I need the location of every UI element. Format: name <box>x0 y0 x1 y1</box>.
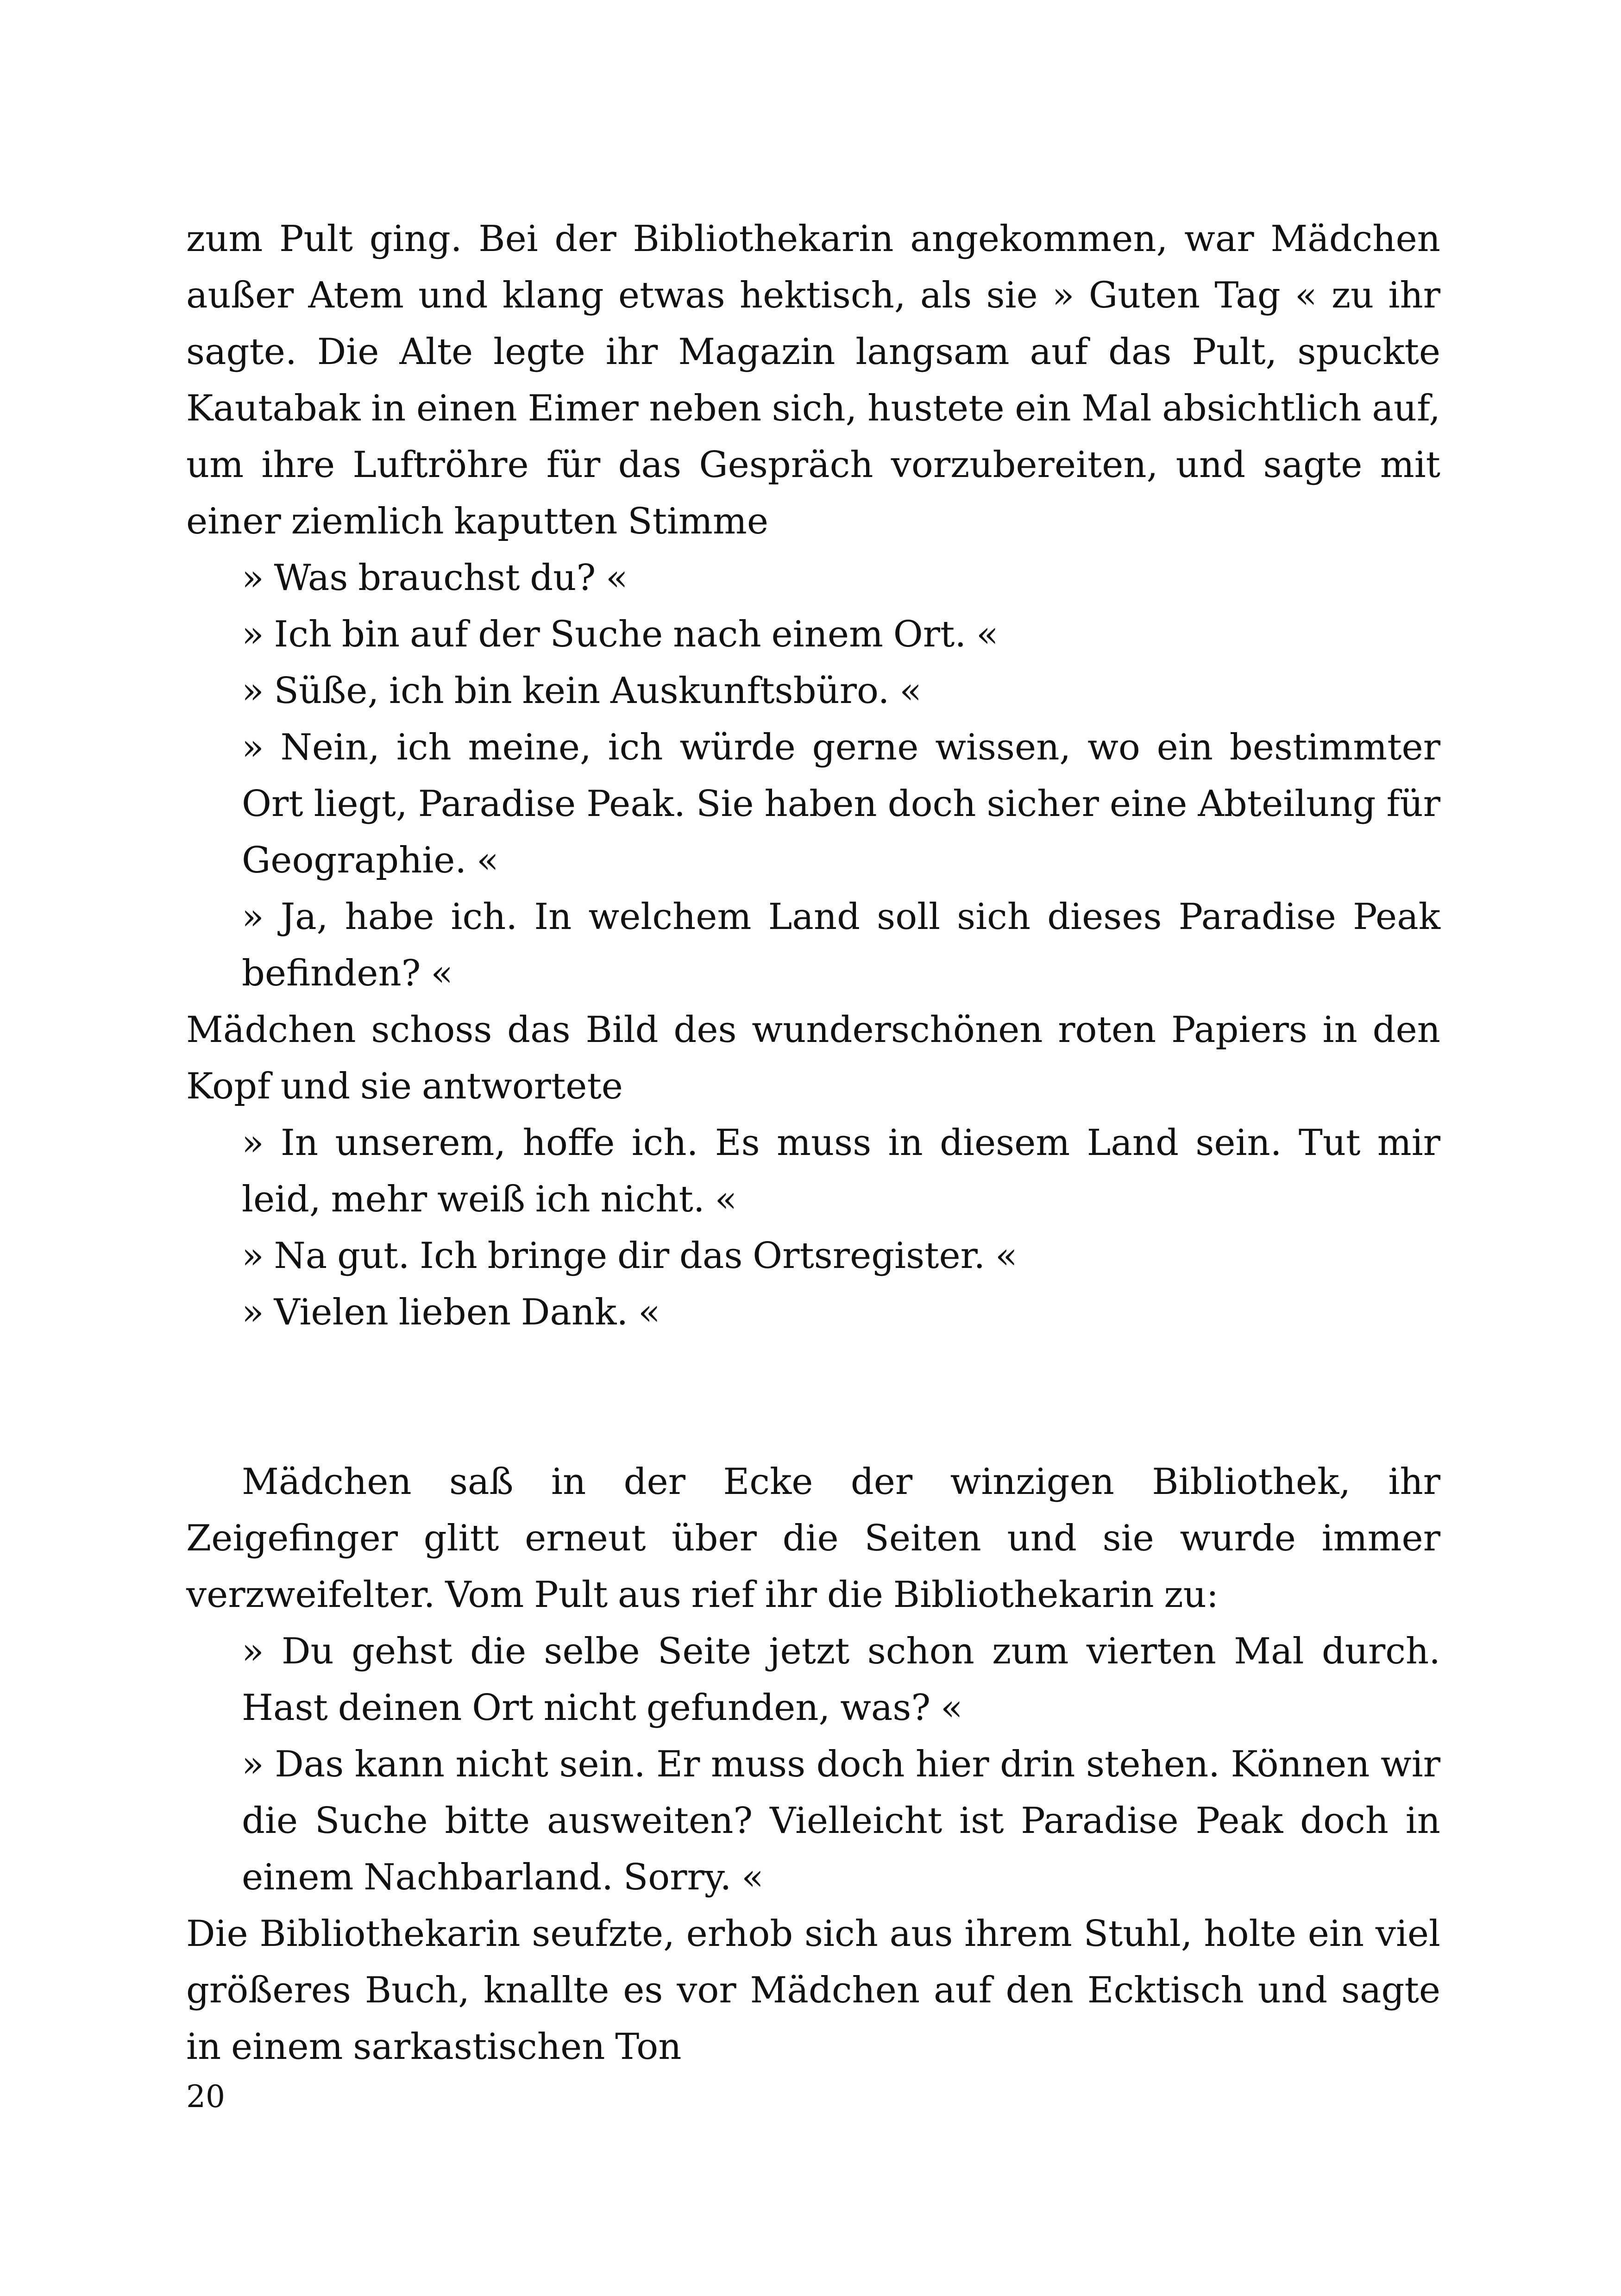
dialogue-line: » Vielen lieben Dank. « <box>242 1292 660 1333</box>
dialogue-line: » Du gehst die selbe Seite jetzt schon zum vierten Mal durch. Hast deinen Ort nicht gefunden, was? « <box>242 1631 1440 1729</box>
paragraph-section-start: Mädchen saß in der Ecke der winzigen Bibliothek, ihr Zeigefinger glitt erneut über die Seiten und sie wurde immer verzweifelter. Vom Pult aus rief ihr die Bibliothekarin zu: <box>186 1461 1440 1616</box>
paragraph-intro: zum Pult ging. Bei der Bibliothekarin angekommen, war Mädchen außer Atem und klang etwas hektisch, als sie » Guten Tag « zu ihr sagte. Die Alte legte ihr Magazin langsam auf das Pult, spuckte Kautabak in einen Eimer neben sich, hustete ein Mal absichtlich auf, um ihre Luftröhre für das Gespräch vorzubereiten, und sagte mit einer ziemlich kaputten Stimme <box>186 218 1440 542</box>
dialogue-line: » Ich bin auf der Suche nach einem Ort. « <box>242 614 999 655</box>
paragraph-narration: Mädchen schoss das Bild des wunderschönen roten Papiers in den Kopf und sie antwortete <box>186 1009 1440 1107</box>
dialogue-line: » Nein, ich meine, ich würde gerne wissen, wo ein bestimmter Ort liegt, Paradise Peak. Sie haben doch sicher eine Abteilung für Geographie. « <box>242 727 1440 881</box>
paragraph-narration: Die Bibliothekarin seufzte, erhob sich aus ihrem Stuhl, holte ein viel größeres Buch, knallte es vor Mädchen auf den Ecktisch und sagte in einem sarkastischen Ton <box>186 1913 1440 2068</box>
page-number: 20 <box>186 2079 225 2114</box>
dialogue-line: » Ja, habe ich. In welchem Land soll sich dieses Paradise Peak befinden? « <box>242 896 1440 994</box>
dialogue-line: » In unserem, hoffe ich. Es muss in diesem Land sein. Tut mir leid, mehr weiß ich nicht. « <box>242 1122 1440 1220</box>
dialogue-line: » Was brauchst du? « <box>242 557 628 599</box>
dialogue-line: » Das kann nicht sein. Er muss doch hier drin stehen. Können wir die Suche bitte ausweiten? Vielleicht ist Paradise Peak doch in einem Nachbarland. Sorry. « <box>242 1744 1440 1898</box>
dialogue-line: » Süße, ich bin kein Auskunftsbüro. « <box>242 670 922 712</box>
body-text <box>186 211 1440 2075</box>
dialogue-line: » Na gut. Ich bringe dir das Ortsregister. « <box>242 1235 1018 1277</box>
section-break <box>186 1341 1440 1454</box>
